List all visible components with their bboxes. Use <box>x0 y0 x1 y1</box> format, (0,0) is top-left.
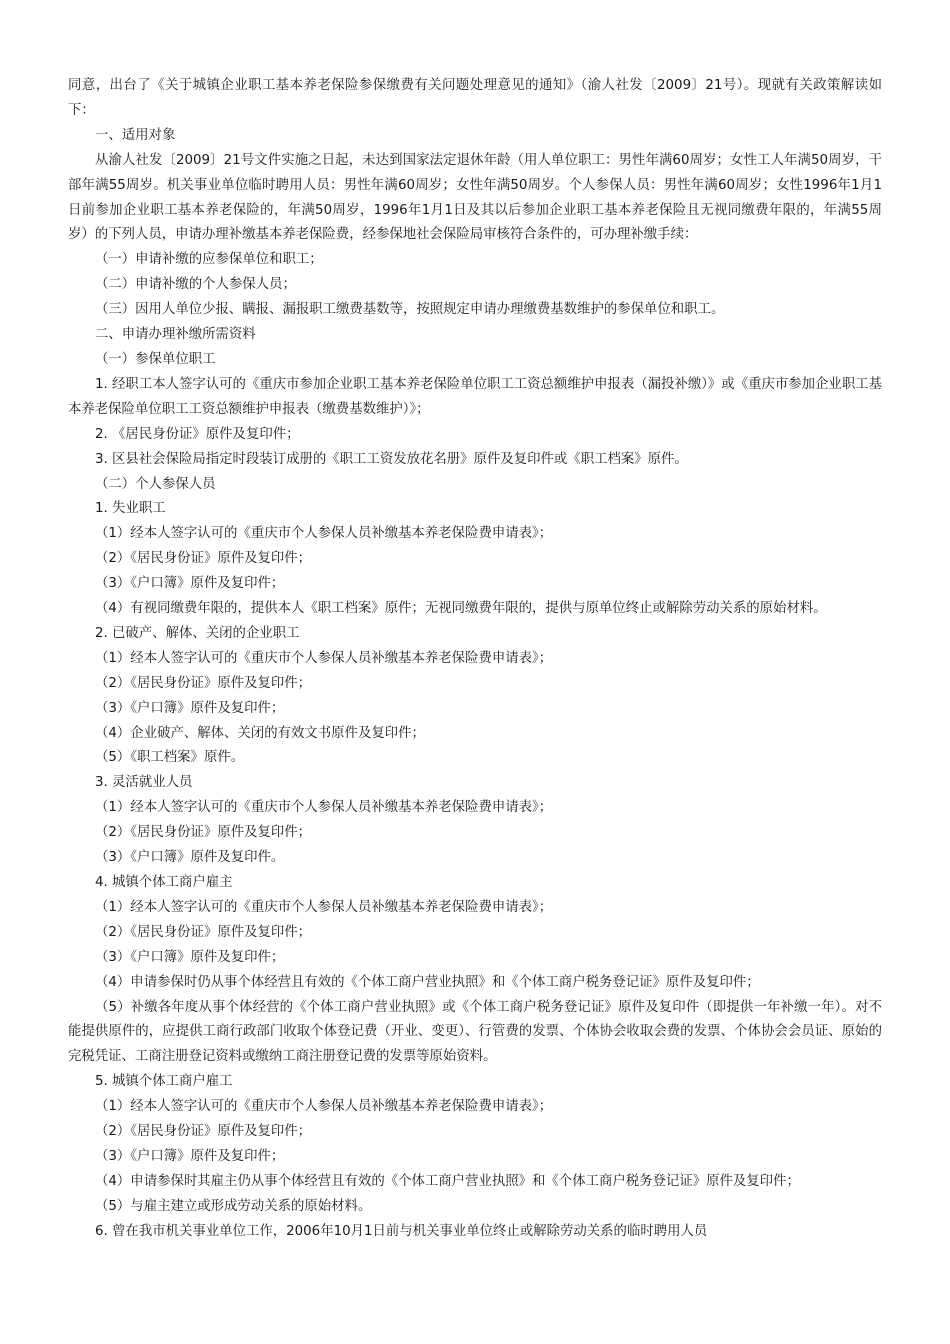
list-item: （二）申请补缴的个人参保人员； <box>95 277 296 293</box>
list-item: （5）《职工档案》原件。 <box>95 750 245 766</box>
list-item: （1）经本人签字认可的《重庆市个人参保人员补缴基本养老保险费申请表》； <box>95 526 553 542</box>
category-heading: 2. 已破产、解体、关闭的企业职工 <box>95 625 300 641</box>
list-item: （一）申请补缴的应参保单位和职工； <box>95 252 323 268</box>
section-heading-materials: 二、申请办理补缴所需资料 <box>95 327 256 343</box>
list-item: （3）《户口簿》原件及复印件。 <box>95 850 285 866</box>
intro-paragraph: 同意，出台了《关于城镇企业职工基本养老保险参保缴费有关问题处理意见的通知》（渝人社发〔2009〕21号）。现就有关政策解读如下： <box>68 78 882 118</box>
list-item: 1. 经职工本人签字认可的《重庆市参加企业职工基本养老保险单位职工工资总额维护申报表（漏投补缴）》或《重庆市参加企业职工基本养老保险单位职工工资总额维护申报表（缴费基数维护）》； <box>68 376 882 417</box>
list-item: （1）经本人签字认可的《重庆市个人参保人员补缴基本养老保险费申请表》； <box>95 800 553 816</box>
list-item: （三）因用人单位少报、瞒报、漏报职工缴费基数等，按照规定申请办理缴费基数维护的参保单位和职工。 <box>95 302 725 318</box>
list-item: （4）有视同缴费年限的，提供本人《职工档案》原件；无视同缴费年限的，提供与原单位终止或解除劳动关系的原始材料。 <box>95 601 827 617</box>
list-item: （5）与雇主建立或形成劳动关系的原始材料。 <box>95 1198 372 1214</box>
list-item: （2）《居民身份证》原件及复印件； <box>95 551 312 567</box>
list-item: （1）经本人签字认可的《重庆市个人参保人员补缴基本养老保险费申请表》； <box>95 899 553 915</box>
subsection-heading: （二）个人参保人员 <box>95 476 216 492</box>
list-item: 2. 《居民身份证》原件及复印件； <box>95 426 300 442</box>
list-item: （4）申请参保时其雇主仍从事个体经营且有效的《个体工商户营业执照》和《个体工商户税务登记证》原件及复印件； <box>95 1173 800 1189</box>
subsection-heading: （一）参保单位职工 <box>95 351 216 367</box>
category-heading: 3. 灵活就业人员 <box>95 775 193 791</box>
list-item: （4）企业破产、解体、关闭的有效文书原件及复印件； <box>95 725 425 741</box>
list-item: （1）经本人签字认可的《重庆市个人参保人员补缴基本养老保险费申请表》； <box>95 650 553 666</box>
list-item: （2）《居民身份证》原件及复印件； <box>95 1124 312 1140</box>
list-item: （5）补缴各年度从事个体经营的《个体工商户营业执照》或《个体工商户税务登记证》原件及复印件（即提供一年补缴一年）。对不能提供原件的，应提供工商行政部门收取个体登记费（开业、变更）、行管费的发票、个体协会收取会费的发票、个体协会会员证、原始的完税凭证、工商注册登记资料或缴纳工商注册登记费的发票等原始资料。 <box>68 999 882 1065</box>
list-item: （2）《居民身份证》原件及复印件； <box>95 675 312 691</box>
list-item: （3）《户口簿》原件及复印件； <box>95 576 285 592</box>
section-heading-scope: 一、适用对象 <box>95 127 176 143</box>
category-heading: 4. 城镇个体工商户雇主 <box>95 875 233 890</box>
list-item: （1）经本人签字认可的《重庆市个人参保人员补缴基本养老保险费申请表》； <box>95 1099 553 1115</box>
list-item: （3）《户口簿》原件及复印件； <box>95 949 285 965</box>
category-heading: 5. 城镇个体工商户雇工 <box>95 1074 233 1090</box>
list-item: （2）《居民身份证》原件及复印件； <box>95 825 312 841</box>
list-item: （4）申请参保时仍从事个体经营且有效的《个体工商户营业执照》和《个体工商户税务登记证》原件及复印件； <box>95 974 760 990</box>
list-item: 3. 区县社会保险局指定时段装订成册的《职工工资发放花名册》原件及复印件或《职工档案》原件。 <box>95 451 688 467</box>
category-heading: 1. 失业职工 <box>95 501 166 517</box>
scope-paragraph: 从渝人社发〔2009〕21号文件实施之日起，未达到国家法定退休年龄（用人单位职工：男性年满60周岁；女性工人年满50周岁，干部年满55周岁。机关事业单位临时聘用人员：男性年满60周岁；女性年满50周岁。个人参保人员：男性年满60周岁；女性1996年1月1日前参加企业职工基本养老保险的，年满50周岁，1996年1月1日及其以后参加企业职工基本养老保险且无视同缴费年限的，年满55周岁）的下列人员，申请办理补缴基本养老保险费，经参保地社会保险局审核符合条件的，可办理补缴手续： <box>68 152 882 243</box>
category-heading: 6. 曾在我市机关事业单位工作，2006年10月1日前与机关事业单位终止或解除劳动关系的临时聘用人员 <box>95 1223 708 1239</box>
list-item: （3）《户口簿》原件及复印件； <box>95 1148 285 1164</box>
list-item: （3）《户口簿》原件及复印件； <box>95 700 285 716</box>
list-item: （2）《居民身份证》原件及复印件； <box>95 924 312 940</box>
